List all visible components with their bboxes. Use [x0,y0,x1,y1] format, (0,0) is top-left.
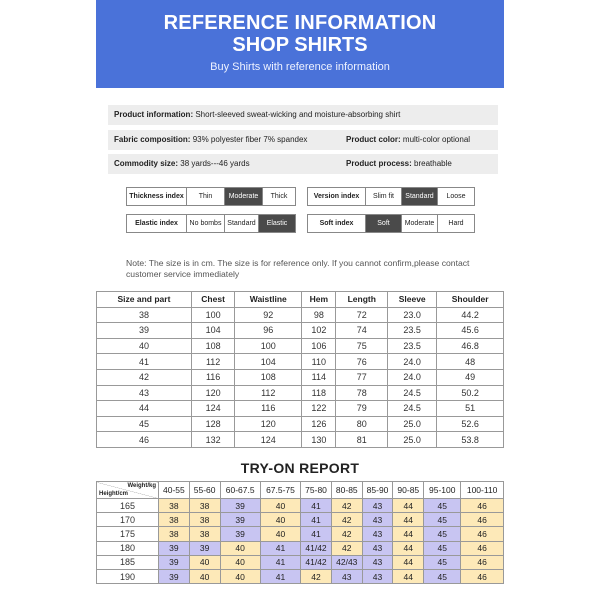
size-cell: 100 [235,338,302,354]
tryon-size-cell: 43 [362,541,393,555]
size-cell: 112 [235,385,302,401]
version-option-loose: Loose [446,193,466,200]
tryon-height: 185 [97,555,159,569]
elastic-option-standard: Standard [225,215,259,232]
size-cell: 100 [191,307,234,323]
tryon-height: 175 [97,527,159,541]
tryon-size-cell: 44 [393,541,424,555]
tryon-size-cell: 43 [362,527,393,541]
tryon-size-cell: 45 [424,555,461,569]
tryon-weight-header: 60-67.5 [220,482,260,499]
size-cell: 108 [191,338,234,354]
size-cell: 76 [336,354,388,370]
size-cell: 53.8 [437,432,504,448]
process-value: breathable [414,159,452,168]
tryon-size-cell: 42/43 [331,555,362,569]
tryon-size-cell: 46 [461,569,504,583]
page-subtitle: Buy Shirts with reference information [210,61,390,73]
tryon-header [97,482,504,499]
size-cell: 24.5 [388,385,437,401]
size-cell: 40 [97,338,192,354]
tryon-size-cell: 41 [260,555,300,569]
table-row [97,307,504,323]
tryon-size-cell: 44 [393,499,424,513]
soft-index [307,214,475,233]
size-cell: 24.0 [388,354,437,370]
thickness-index [126,187,296,206]
tryon-height: 165 [97,499,159,513]
tryon-size-cell: 46 [461,499,504,513]
size-cell: 92 [235,307,302,323]
product-information-value: Short-sleeved sweat-wicking and moisture-absorbing shirt [195,110,401,119]
size-cell: 120 [191,385,234,401]
size-cell: 96 [235,323,302,339]
thickness-option-thick: Thick [270,193,288,200]
tryon-size-cell: 40 [220,541,260,555]
size-header-length: Length [336,292,388,308]
size-cell: 39 [97,323,192,339]
tryon-size-cell: 38 [189,513,220,527]
tryon-size-cell: 44 [393,513,424,527]
tryon-size-cell: 46 [461,527,504,541]
size-header-hem: Hem [302,292,336,308]
tryon-title: TRY-ON REPORT [240,460,360,476]
tryon-size-cell: 46 [461,555,504,569]
size-cell: 72 [336,307,388,323]
size-cell: 104 [191,323,234,339]
tryon-size-cell: 41 [301,527,332,541]
size-cell: 45.6 [437,323,504,339]
size-cell: 25.0 [388,432,437,448]
size-cell: 25.0 [388,416,437,432]
product-information-row [108,105,498,125]
tryon-size-cell: 42 [331,541,362,555]
table-row [97,569,504,583]
version-option-slim-fit: Slim fit [366,188,402,205]
thickness-option-thin: Thin [187,188,225,205]
size-header-sleeve: Sleeve [388,292,437,308]
size-cell: 43 [97,385,192,401]
elastic-index-label: Elastic index [127,215,187,232]
size-cell: 24.0 [388,369,437,385]
size-cell: 74 [336,323,388,339]
size-cell: 79 [336,401,388,417]
size-cell: 128 [191,416,234,432]
size-cell: 50.2 [437,385,504,401]
fabric-value: 93% polyester fiber 7% spandex [192,135,308,144]
tryon-size-cell: 38 [189,527,220,541]
size-cell: 52.6 [437,416,504,432]
size-cell: 49 [437,369,504,385]
commodity-size-value: 38 yards---46 yards [180,159,250,168]
tryon-size-cell: 42 [301,569,332,583]
size-cell: 114 [302,369,336,385]
tryon-height: 180 [97,541,159,555]
page-title-line1: REFERENCE INFORMATION [163,12,437,34]
elastic-option-elastic: Elastic [259,215,295,232]
size-cell: 44 [97,401,192,417]
color-label: Product color: [346,135,401,144]
table-row [97,354,504,370]
fabric-label: Fabric composition: [114,135,191,144]
table-row [97,513,504,527]
header-banner [96,0,504,88]
size-cell: 80 [336,416,388,432]
size-cell: 48 [437,354,504,370]
size-note: Note: The size is in cm. The size is for reference only. If you cannot confirm,please contact customer service immediately [126,258,470,279]
tryon-table [96,481,504,584]
tryon-size-cell: 42 [331,527,362,541]
size-cell: 116 [191,369,234,385]
size-cell: 44.2 [437,307,504,323]
size-cell: 116 [235,401,302,417]
table-row [97,432,504,448]
tryon-size-cell: 41 [301,499,332,513]
soft-index-label: Soft index [308,215,366,232]
tryon-size-cell: 41/42 [301,555,332,569]
size-cell: 24.5 [388,401,437,417]
tryon-size-cell: 43 [362,555,393,569]
size-cell: 132 [191,432,234,448]
size-cell: 51 [437,401,504,417]
tryon-size-cell: 44 [393,527,424,541]
tryon-size-cell: 43 [362,569,393,583]
size-cell: 112 [191,354,234,370]
tryon-size-cell: 40 [260,499,300,513]
commodity-size-label: Commodity size: [114,159,179,168]
table-row [97,338,504,354]
tryon-weight-header: 90-85 [393,482,424,499]
size-cell: 42 [97,369,192,385]
tryon-size-cell: 43 [331,569,362,583]
size-cell: 126 [302,416,336,432]
page-title-line2: SHOP SHIRTS [232,34,368,56]
size-cell: 108 [235,369,302,385]
tryon-weight-header: 40-55 [159,482,190,499]
tryon-size-cell: 38 [159,513,190,527]
size-table-header [97,292,504,308]
tryon-weight-header: 95-100 [424,482,461,499]
size-cell: 122 [302,401,336,417]
size-cell: 104 [235,354,302,370]
tryon-size-cell: 39 [159,569,190,583]
process-label: Product process: [346,159,412,168]
tryon-size-cell: 39 [220,513,260,527]
size-cell: 130 [302,432,336,448]
tryon-weight-header: 85-90 [362,482,393,499]
tryon-size-cell: 39 [159,541,190,555]
color-value: multi-color optional [402,135,471,144]
size-cell: 98 [302,307,336,323]
table-row [97,416,504,432]
table-row [97,527,504,541]
size-header-chest: Chest [191,292,234,308]
size-header-shoulder: Shoulder [437,292,504,308]
size-header-size: Size and part [97,292,192,308]
size-cell: 106 [302,338,336,354]
tryon-size-cell: 41/42 [301,541,332,555]
tryon-weight-header: 100-110 [461,482,504,499]
version-index-label: Version index [308,188,366,205]
size-header-waistline: Waistline [235,292,302,308]
tryon-height: 170 [97,513,159,527]
soft-option-hard: Hard [448,220,464,227]
product-information-label: Product information: [114,110,194,119]
size-cell: 75 [336,338,388,354]
tryon-size-cell: 40 [220,569,260,583]
version-option-standard: Standard [402,188,438,205]
version-index [307,187,475,206]
tryon-size-cell: 46 [461,513,504,527]
tryon-weight-header: 80-85 [331,482,362,499]
tryon-size-cell: 40 [189,569,220,583]
tryon-size-cell: 39 [220,499,260,513]
tryon-weight-header: 67.5-75 [260,482,300,499]
table-row [97,385,504,401]
tryon-size-cell: 45 [424,527,461,541]
size-cell: 45 [97,416,192,432]
size-cell: 46.8 [437,338,504,354]
size-cell: 124 [235,432,302,448]
tryon-size-cell: 44 [393,555,424,569]
elastic-option-no-bombs: No bombs [187,215,225,232]
tryon-size-cell: 44 [393,569,424,583]
tryon-size-cell: 42 [331,513,362,527]
size-cell: 77 [336,369,388,385]
size-cell: 23.0 [388,307,437,323]
table-row [97,555,504,569]
size-cell: 41 [97,354,192,370]
size-cell: 118 [302,385,336,401]
elastic-index [126,214,296,233]
size-cell: 23.5 [388,323,437,339]
tryon-size-cell: 43 [362,513,393,527]
size-cell: 46 [97,432,192,448]
size-cell: 110 [302,354,336,370]
tryon-size-cell: 42 [331,499,362,513]
tryon-corner-height: Height/cm [99,491,129,497]
tryon-size-cell: 45 [424,541,461,555]
tryon-height: 190 [97,569,159,583]
size-cell: 38 [97,307,192,323]
tryon-size-cell: 41 [260,569,300,583]
size-cell: 78 [336,385,388,401]
tryon-size-cell: 40 [260,513,300,527]
tryon-weight-header: 75-80 [301,482,332,499]
tryon-size-cell: 38 [159,499,190,513]
thickness-option-moderate: Moderate [225,188,263,205]
tryon-size-cell: 45 [424,513,461,527]
size-cell: 124 [191,401,234,417]
size-cell: 23.5 [388,338,437,354]
size-cell: 102 [302,323,336,339]
size-cell: 120 [235,416,302,432]
thickness-index-label: Thickness index [127,188,187,205]
tryon-corner-weight: Weight/kg [127,483,156,489]
tryon-size-cell: 40 [260,527,300,541]
table-row [97,541,504,555]
soft-option-soft: Soft [366,215,402,232]
table-row [97,323,504,339]
tryon-weight-header: 55-60 [189,482,220,499]
tryon-size-cell: 39 [189,541,220,555]
tryon-size-cell: 45 [424,499,461,513]
table-row [97,369,504,385]
tryon-size-cell: 46 [461,541,504,555]
table-row [97,401,504,417]
tryon-size-cell: 39 [220,527,260,541]
tryon-size-cell: 43 [362,499,393,513]
tryon-size-cell: 40 [220,555,260,569]
size-cell: 81 [336,432,388,448]
size-process-row [108,154,498,174]
tryon-size-cell: 41 [260,541,300,555]
tryon-size-cell: 45 [424,569,461,583]
tryon-size-cell: 39 [159,555,190,569]
tryon-corner [97,482,159,499]
tryon-size-cell: 41 [301,513,332,527]
size-table [96,291,504,448]
tryon-size-cell: 38 [159,527,190,541]
table-row [97,499,504,513]
tryon-size-cell: 40 [189,555,220,569]
soft-option-moderate: Moderate [402,215,438,232]
fabric-color-row [108,130,498,150]
tryon-size-cell: 38 [189,499,220,513]
